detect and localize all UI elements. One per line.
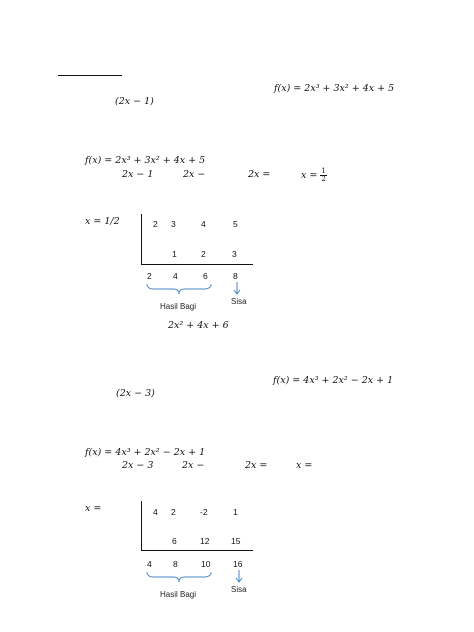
s2-r3-c3: 10 <box>201 559 211 569</box>
s2-hasil-bagi-label: Hasil Bagi <box>160 590 197 599</box>
s1-r3-c4: 8 <box>233 271 238 281</box>
s1-frac-den: 2 <box>321 175 326 183</box>
s1-divisor: (2x − 1) <box>115 96 154 107</box>
s1-r3-c3: 6 <box>203 271 208 281</box>
s2-x-value: x = <box>85 503 102 514</box>
s1-poly: f(x) = 2x³ + 3x² + 4x + 5 <box>274 83 395 94</box>
s1-quotient: 2x² + 4x + 6 <box>168 320 229 331</box>
s2-r1-c4: 1 <box>233 507 238 517</box>
s1-hasil-bagi-label: Hasil Bagi <box>160 302 197 311</box>
s1-fraction <box>320 168 326 183</box>
s1-x-value: x = 1/2 <box>85 216 120 227</box>
s1-r2-c2: 1 <box>172 249 177 259</box>
s2-r2-c2: 6 <box>172 536 177 546</box>
s2-hasil-bagi-brace-icon <box>146 570 212 584</box>
s1-r3-c2: 4 <box>173 271 178 281</box>
s2-r3-c1: 4 <box>147 559 152 569</box>
s2-r2-c4: 15 <box>231 536 241 546</box>
s2-r1-c2: 2 <box>171 507 176 517</box>
s2-divisor: (2x − 3) <box>116 388 155 399</box>
s1-r3-c1: 2 <box>147 271 152 281</box>
s1-work-div: 2x − 1 <box>122 169 154 180</box>
s1-work-poly: f(x) = 2x³ + 3x² + 4x + 5 <box>85 155 206 166</box>
s1-r2-c3: 2 <box>201 249 206 259</box>
s1-table-hline <box>141 264 253 265</box>
s2-r2-c3: 12 <box>200 536 210 546</box>
s2-sisa-arrow-icon <box>234 570 244 584</box>
s1-x-eq-label: x = <box>301 170 318 181</box>
s1-r1-c3: 4 <box>201 219 206 229</box>
s2-table-vline <box>141 501 142 551</box>
s1-work-2x-eq: 2x = <box>248 169 271 180</box>
s1-sisa-arrow-icon <box>232 282 242 296</box>
s2-poly: f(x) = 4x³ + 2x² − 2x + 1 <box>273 375 394 386</box>
s2-work-x-eq: x = <box>296 460 313 471</box>
s1-r1-c2: 3 <box>171 219 176 229</box>
s1-frac-num: 1 <box>321 167 326 175</box>
s2-work-2x-minus: 2x − <box>182 460 205 471</box>
s2-r3-c4: 16 <box>233 559 243 569</box>
s2-sisa-label: Sisa <box>231 585 247 594</box>
top-rule <box>58 75 122 76</box>
s1-r1-c4: 5 <box>233 219 238 229</box>
s1-work-2x-minus: 2x − <box>183 169 206 180</box>
s1-sisa-label: Sisa <box>231 297 247 306</box>
s2-table-hline <box>141 550 253 551</box>
s1-r1-c1: 2 <box>153 219 158 229</box>
s2-work-div: 2x − 3 <box>122 460 154 471</box>
s2-work-poly: f(x) = 4x³ + 2x² − 2x + 1 <box>85 447 206 458</box>
s1-hasil-bagi-brace-icon <box>146 282 212 296</box>
s2-r1-c1: 4 <box>153 507 158 517</box>
s1-table-vline <box>141 214 142 265</box>
s2-r3-c2: 8 <box>173 559 178 569</box>
s1-r2-c4: 3 <box>232 249 237 259</box>
s2-r1-c3: -2 <box>200 507 208 517</box>
s2-work-2x-eq: 2x = <box>245 460 268 471</box>
s1-work-x-eq <box>301 168 327 183</box>
